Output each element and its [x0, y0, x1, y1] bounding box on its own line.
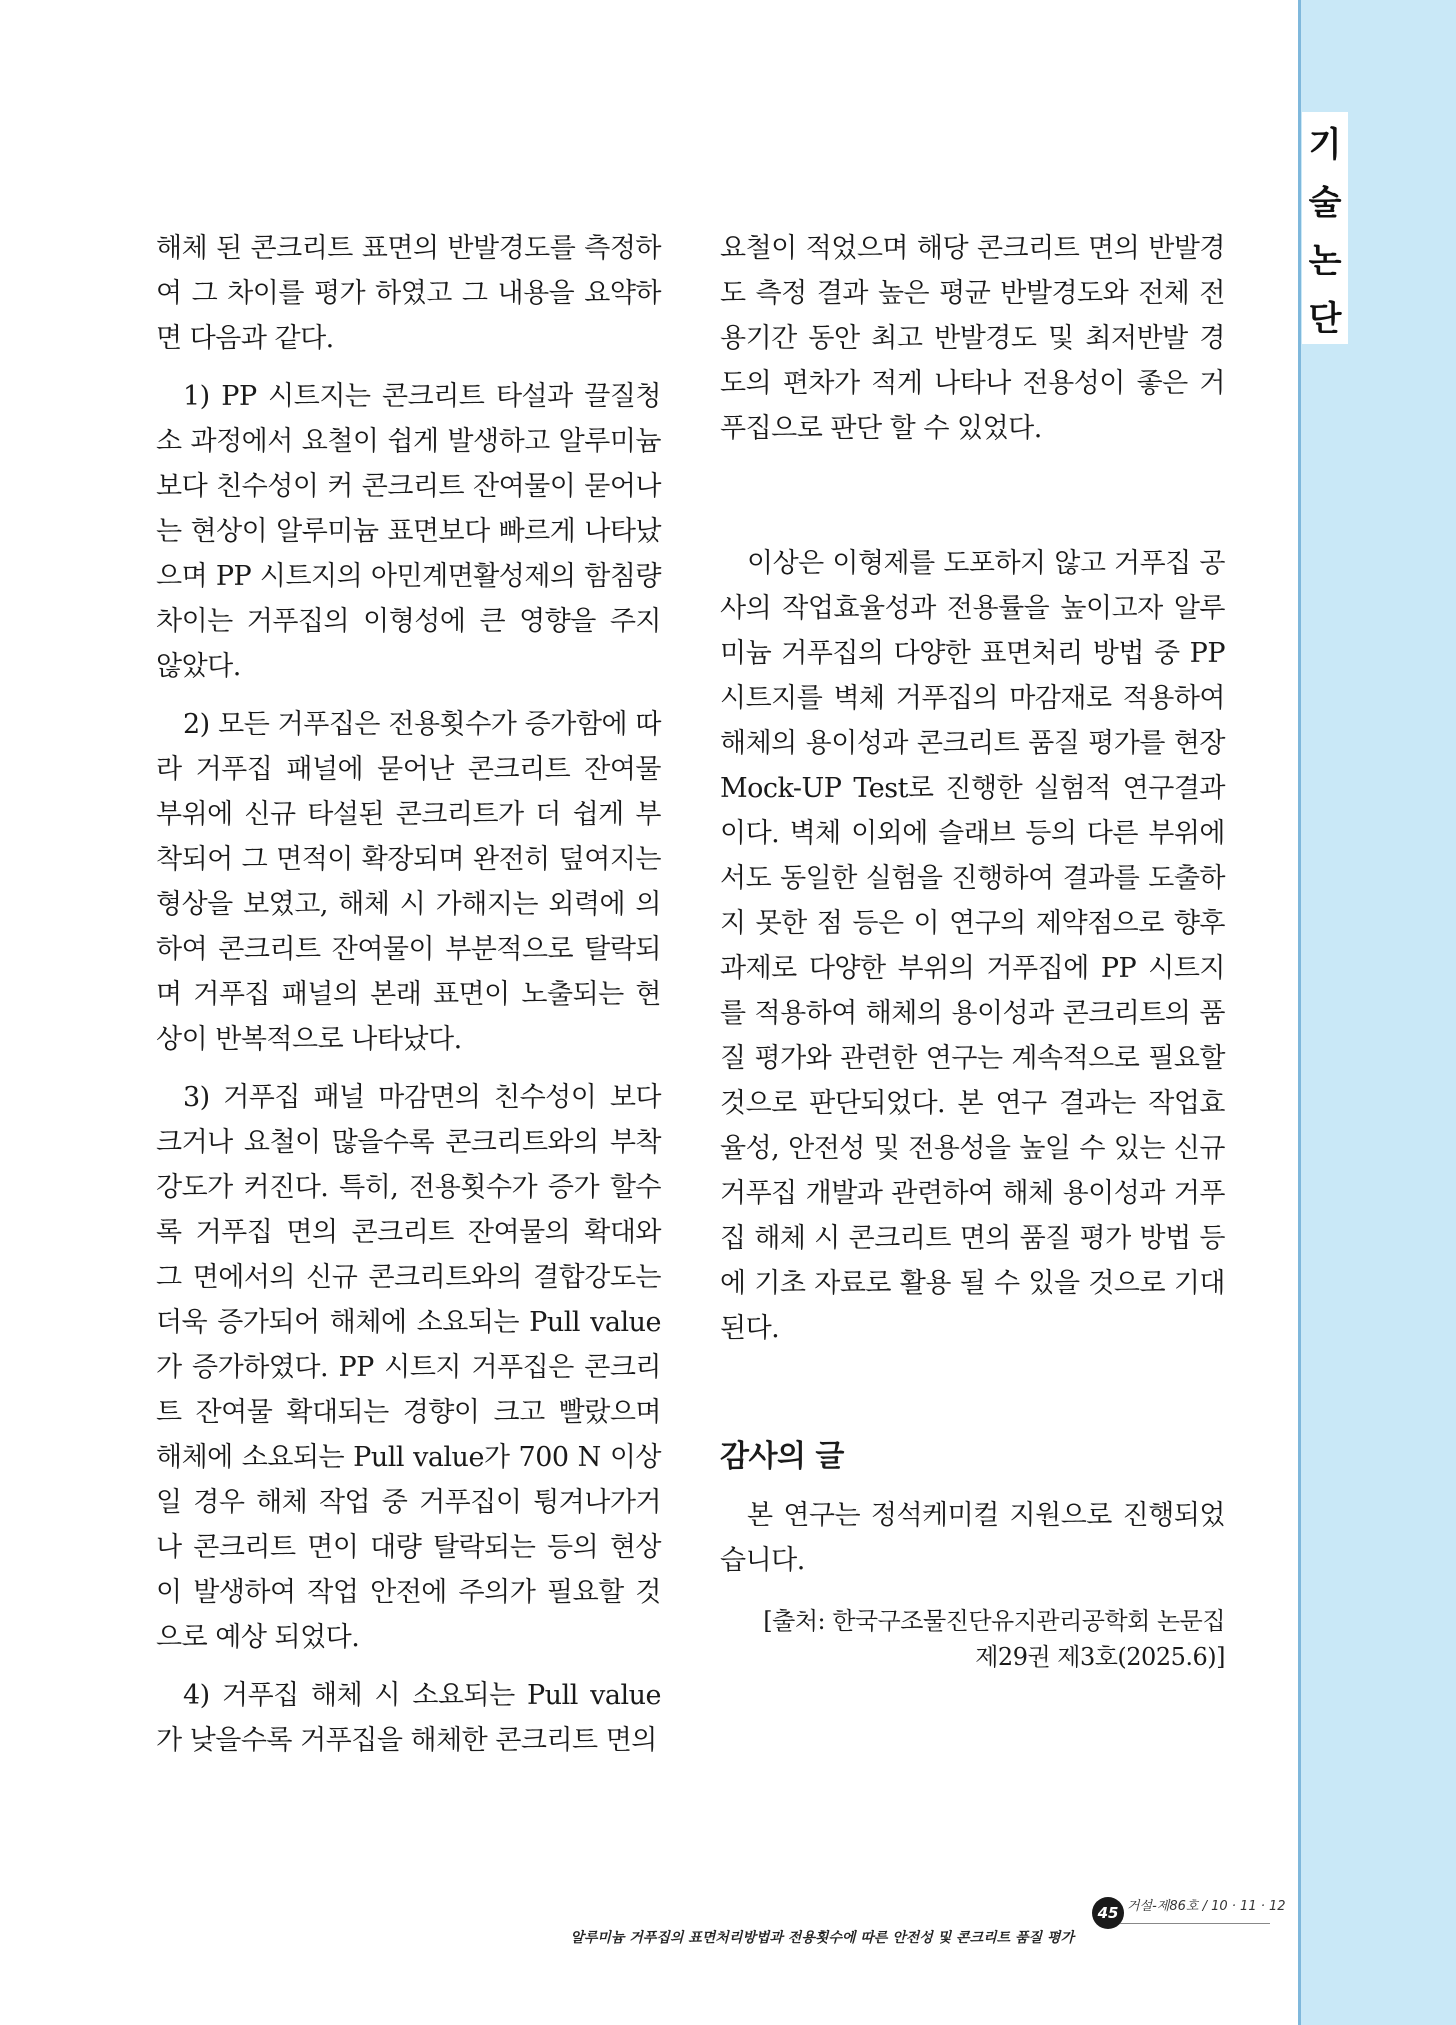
page-number: 45	[1092, 1897, 1124, 1929]
source-line-1: [출처: 한국구조물진단유지관리공학회 논문집	[763, 1607, 1225, 1635]
finding-2-paragraph: 2) 모든 거푸집은 전용횟수가 증가함에 따라 거푸집 패널에 묻어난 콘크리트 잔여물 부위에 신규 타설된 콘크리트가 더 쉽게 부착되어 그 면적이 확장되며 완전히 덮여지는 형상을 보였고, 해체 시 가해지는 외력에 의하여 콘크리트 잔여물이 부분적으로 탈락되며 거푸집 패널의 본래 표면이 노출되는 현상이 반복적으로 나타났다.	[156, 709, 661, 1055]
left-column	[156, 226, 661, 1763]
finding-1-paragraph: 1) PP 시트지는 콘크리트 타설과 끌질청소 과정에서 요철이 쉽게 발생하고 알루미늄 보다 친수성이 커 콘크리트 잔여물이 묻어나는 현상이 알루미늄 표면보다 빠르게 나타났으며 PP 시트지의 아민계면활성제의 함침량 차이는 거푸집의 이형성에 큰 영향을 주지 않았다.	[156, 381, 661, 682]
section-label-char: 술	[1308, 182, 1342, 223]
conclusion-paragraph: 이상은 이형제를 도포하지 않고 거푸집 공사의 작업효율성과 전용률을 높이고자 알루미늄 거푸집의 다양한 표면처리 방법 중 PP 시트지를 벽체 거푸집의 마감재로 적용하여 해체의 용이성과 콘크리트 품질 평가를 현장 Mock-UP Test로 진행한 실험적 연구결과 이다. 벽체 이외에 슬래브 등의 다른 부위에서도 동일한 실험을 진행하여 결과를 도출하지 못한 점 등은 이 연구의 제약점으로 향후 과제로 다양한 부위의 거푸집에 PP 시트지를 적용하여 해체의 용이성과 콘크리트의 품질 평가와 관련한 연구는 계속적으로 필요할 것으로 판단되었다. 본 연구 결과는 작업효율성, 안전성 및 전용성을 높일 수 있는 신규 거푸집 개발과 관련하여 해체 용이성과 거푸집 해체 시 콘크리트 면의 품질 평가 방법 등에 기초 자료로 활용 될 수 있을 것으로 기대된다.	[720, 548, 1225, 1344]
section-label-char: 기	[1308, 124, 1342, 165]
acknowledgement-heading: 감사의 글	[720, 1439, 844, 1474]
finding-3-paragraph: 3) 거푸집 패널 마감면의 친수성이 보다 크거나 요철이 많을수록 콘크리트와의 부착강도가 커진다. 특히, 전용횟수가 증가 할수록 거푸집 면의 콘크리트 잔여물의 확대와 그 면에서의 신규 콘크리트와의 결합강도는 더욱 증가되어 해체에 소요되는 Pull value가 증가하였다. PP 시트지 거푸집은 콘크리트 잔여물 확대되는 경향이 크고 빨랐으며 해체에 소요되는 Pull value가 700 N 이상일 경우 해체 작업 중 거푸집이 튕겨나가거나 콘크리트 면이 대량 탈락되는 등의 현상이 발생하여 작업 안전에 주의가 필요할 것으로 예상 되었다.	[156, 1082, 661, 1653]
section-label	[1302, 112, 1348, 344]
source-line-2: 제29권 제3호(2025.6)]	[975, 1643, 1225, 1671]
running-title: 알루미늄 거푸집의 표면처리방법과 전용횟수에 따른 안전성 및 콘크리트 품질 평가	[570, 1930, 1074, 1946]
issue-info: 거설-제86호 / 10 · 11 · 12	[1127, 1899, 1286, 1914]
footer-divider	[1120, 1923, 1270, 1924]
section-label-char: 논	[1308, 240, 1342, 281]
finding-4-paragraph: 4) 거푸집 해체 시 소요되는 Pull value가 낮을수록 거푸집을 해체한 콘크리트 면의	[156, 1680, 661, 1756]
section-label-char: 단	[1308, 298, 1342, 339]
right-column	[720, 226, 1225, 1675]
intro-paragraph: 해체 된 콘크리트 표면의 반발경도를 측정하여 그 차이를 평가 하였고 그 내용을 요약하면 다음과 같다.	[156, 233, 661, 354]
page-footer	[0, 1895, 1290, 1965]
acknowledgement-text: 본 연구는 정석케미컬 지원으로 진행되었습니다.	[720, 1500, 1225, 1576]
continuation-paragraph: 요철이 적었으며 해당 콘크리트 면의 반발경도 측정 결과 높은 평균 반발경도와 전체 전용기간 동안 최고 반발경도 및 최저반발 경도의 편차가 적게 나타나 전용성이 좋은 거푸집으로 판단 할 수 있었다.	[720, 233, 1225, 444]
